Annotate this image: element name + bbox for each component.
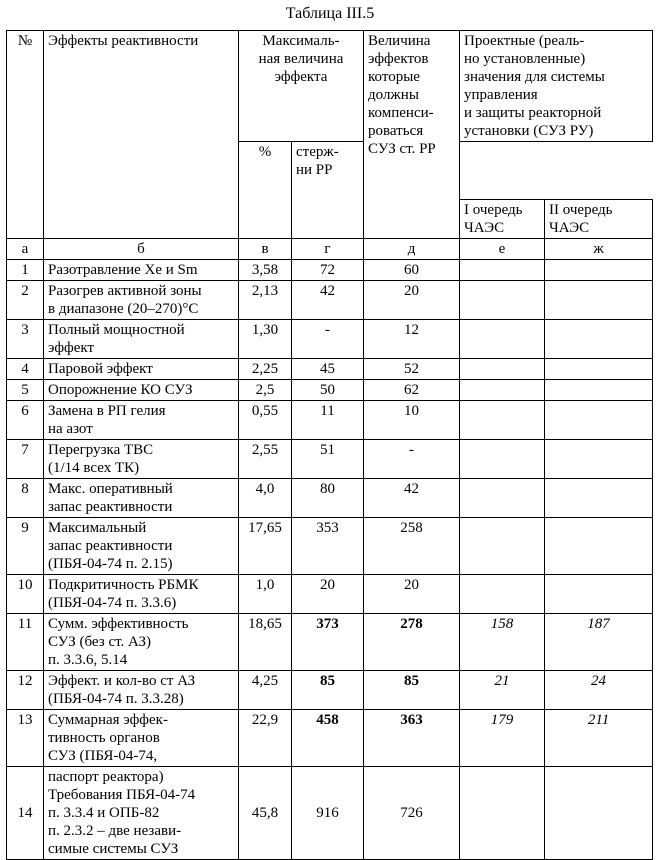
- column-label: а: [7, 239, 44, 260]
- row-percent: 2,13: [239, 281, 292, 320]
- row-number: 9: [7, 518, 44, 575]
- row-compensate: 258: [364, 518, 460, 575]
- row-rods: 373: [292, 614, 364, 671]
- row-compensate: 20: [364, 281, 460, 320]
- row-compensate: 85: [364, 671, 460, 710]
- row-effect: Разогрев активной зоны в диапазоне (20–270)°С: [44, 281, 239, 320]
- reactivity-effects-table: [6, 30, 653, 860]
- column-label: ж: [545, 239, 653, 260]
- header-num: №: [7, 31, 44, 239]
- row-percent: 45,8: [239, 767, 292, 860]
- row-stage-2: [545, 575, 653, 614]
- row-stage-2: 211: [545, 710, 653, 767]
- table-row: [7, 260, 653, 281]
- row-compensate: 52: [364, 359, 460, 380]
- row-stage-2: [545, 518, 653, 575]
- row-percent: 4,25: [239, 671, 292, 710]
- row-effect: Разотравление Хе и Sm: [44, 260, 239, 281]
- row-effect: Макс. оперативный запас реактивности: [44, 479, 239, 518]
- row-compensate: 42: [364, 479, 460, 518]
- table-row: [7, 401, 653, 440]
- row-rods: 45: [292, 359, 364, 380]
- header-stage-2: II очередь ЧАЭС: [545, 200, 653, 239]
- table-row: [7, 479, 653, 518]
- row-number: 5: [7, 380, 44, 401]
- row-number: 12: [7, 671, 44, 710]
- row-compensate: 363: [364, 710, 460, 767]
- table-row: [7, 671, 653, 710]
- row-stage-2: [545, 440, 653, 479]
- row-stage-2: 24: [545, 671, 653, 710]
- row-rods: 916: [292, 767, 364, 860]
- header-effects: Эффекты реактивности: [44, 31, 239, 239]
- row-number: 1: [7, 260, 44, 281]
- row-rods: 85: [292, 671, 364, 710]
- row-number: 7: [7, 440, 44, 479]
- table-row: [7, 440, 653, 479]
- row-stage-2: [545, 401, 653, 440]
- header-design-values: Проектные (реаль- но установленные) значения для системы управления и защиты реакторной установки (СУЗ РУ): [460, 31, 653, 142]
- row-effect: Замена в РП гелия на азот: [44, 401, 239, 440]
- table-caption: Таблица III.5: [285, 5, 375, 22]
- table-row: [7, 575, 653, 614]
- row-stage-1: [460, 260, 545, 281]
- row-effect: Полный мощностной эффект: [44, 320, 239, 359]
- table-row: [7, 710, 653, 767]
- row-rods: 80: [292, 479, 364, 518]
- row-rods: 11: [292, 401, 364, 440]
- row-stage-2: [545, 380, 653, 401]
- row-stage-1: [460, 320, 545, 359]
- row-number: 13: [7, 710, 44, 767]
- row-number: 8: [7, 479, 44, 518]
- row-stage-2: [545, 320, 653, 359]
- row-rods: 50: [292, 380, 364, 401]
- row-effect: паспорт реактора) Требования ПБЯ-04-74 п. 3.3.4 и ОПБ-82 п. 2.3.2 – две незави- симые системы СУЗ: [44, 767, 239, 860]
- table-row: [7, 320, 653, 359]
- row-stage-1: [460, 401, 545, 440]
- column-label: е: [460, 239, 545, 260]
- row-percent: 4,0: [239, 479, 292, 518]
- row-effect: Паровой эффект: [44, 359, 239, 380]
- row-stage-2: [545, 479, 653, 518]
- header-percent: %: [239, 142, 292, 239]
- table-row: [7, 614, 653, 671]
- column-label: в: [239, 239, 292, 260]
- row-effect: Эффект. и кол-во ст АЗ (ПБЯ-04-74 п. 3.3.28): [44, 671, 239, 710]
- row-compensate: -: [364, 440, 460, 479]
- row-stage-2: [545, 359, 653, 380]
- row-effect: Сумм. эффективность СУЗ (без ст. АЗ) п. 3.3.6, 5.14: [44, 614, 239, 671]
- row-effect: Перегрузка ТВС (1/14 всех ТК): [44, 440, 239, 479]
- row-stage-1: [460, 575, 545, 614]
- table-row: [7, 380, 653, 401]
- row-number: 11: [7, 614, 44, 671]
- row-rods: 458: [292, 710, 364, 767]
- row-percent: 2,25: [239, 359, 292, 380]
- row-number: 3: [7, 320, 44, 359]
- row-stage-1: 179: [460, 710, 545, 767]
- row-compensate: 62: [364, 380, 460, 401]
- row-percent: 1,30: [239, 320, 292, 359]
- column-label: г: [292, 239, 364, 260]
- row-rods: -: [292, 320, 364, 359]
- row-percent: 2,55: [239, 440, 292, 479]
- row-percent: 1,0: [239, 575, 292, 614]
- column-label: д: [364, 239, 460, 260]
- row-stage-1: [460, 440, 545, 479]
- row-number: 10: [7, 575, 44, 614]
- row-effect: Опорожнение КО СУЗ: [44, 380, 239, 401]
- table-row: [7, 359, 653, 380]
- row-compensate: 20: [364, 575, 460, 614]
- row-compensate: 278: [364, 614, 460, 671]
- row-compensate: 10: [364, 401, 460, 440]
- row-stage-1: [460, 359, 545, 380]
- row-rods: 72: [292, 260, 364, 281]
- row-percent: 0,55: [239, 401, 292, 440]
- row-stage-1: 21: [460, 671, 545, 710]
- row-effect: Максимальный запас реактивности (ПБЯ-04-74 п. 2.15): [44, 518, 239, 575]
- row-effect: Суммарная эффек- тивность органов СУЗ (ПБЯ-04-74,: [44, 710, 239, 767]
- row-percent: 17,65: [239, 518, 292, 575]
- row-percent: 18,65: [239, 614, 292, 671]
- row-stage-1: 158: [460, 614, 545, 671]
- row-stage-2: [545, 281, 653, 320]
- row-compensate: 726: [364, 767, 460, 860]
- row-compensate: 60: [364, 260, 460, 281]
- row-stage-2: 187: [545, 614, 653, 671]
- header-stage-1: I очередь ЧАЭС: [460, 200, 545, 239]
- header-max-effect: Максималь- ная величина эффекта: [239, 31, 364, 142]
- row-stage-2: [545, 260, 653, 281]
- row-percent: 3,58: [239, 260, 292, 281]
- row-number: 14: [7, 767, 44, 860]
- row-stage-1: [460, 281, 545, 320]
- row-rods: 42: [292, 281, 364, 320]
- row-rods: 51: [292, 440, 364, 479]
- row-number: 4: [7, 359, 44, 380]
- row-effect: Подкритичность РБМК (ПБЯ-04-74 п. 3.3.6): [44, 575, 239, 614]
- row-rods: 353: [292, 518, 364, 575]
- row-number: 2: [7, 281, 44, 320]
- row-stage-1: [460, 518, 545, 575]
- row-stage-2: [545, 767, 653, 860]
- row-rods: 20: [292, 575, 364, 614]
- table-row: [7, 281, 653, 320]
- table-row: [7, 767, 653, 860]
- row-stage-1: [460, 767, 545, 860]
- header-compensate: Величина эффектов которые должны компенси- роваться СУЗ ст. РР: [364, 31, 460, 239]
- row-stage-1: [460, 479, 545, 518]
- row-stage-1: [460, 380, 545, 401]
- row-percent: 2,5: [239, 380, 292, 401]
- row-percent: 22,9: [239, 710, 292, 767]
- column-label: б: [44, 239, 239, 260]
- header-rods: стерж- ни РР: [292, 142, 364, 239]
- row-number: 6: [7, 401, 44, 440]
- table-row: [7, 518, 653, 575]
- row-compensate: 12: [364, 320, 460, 359]
